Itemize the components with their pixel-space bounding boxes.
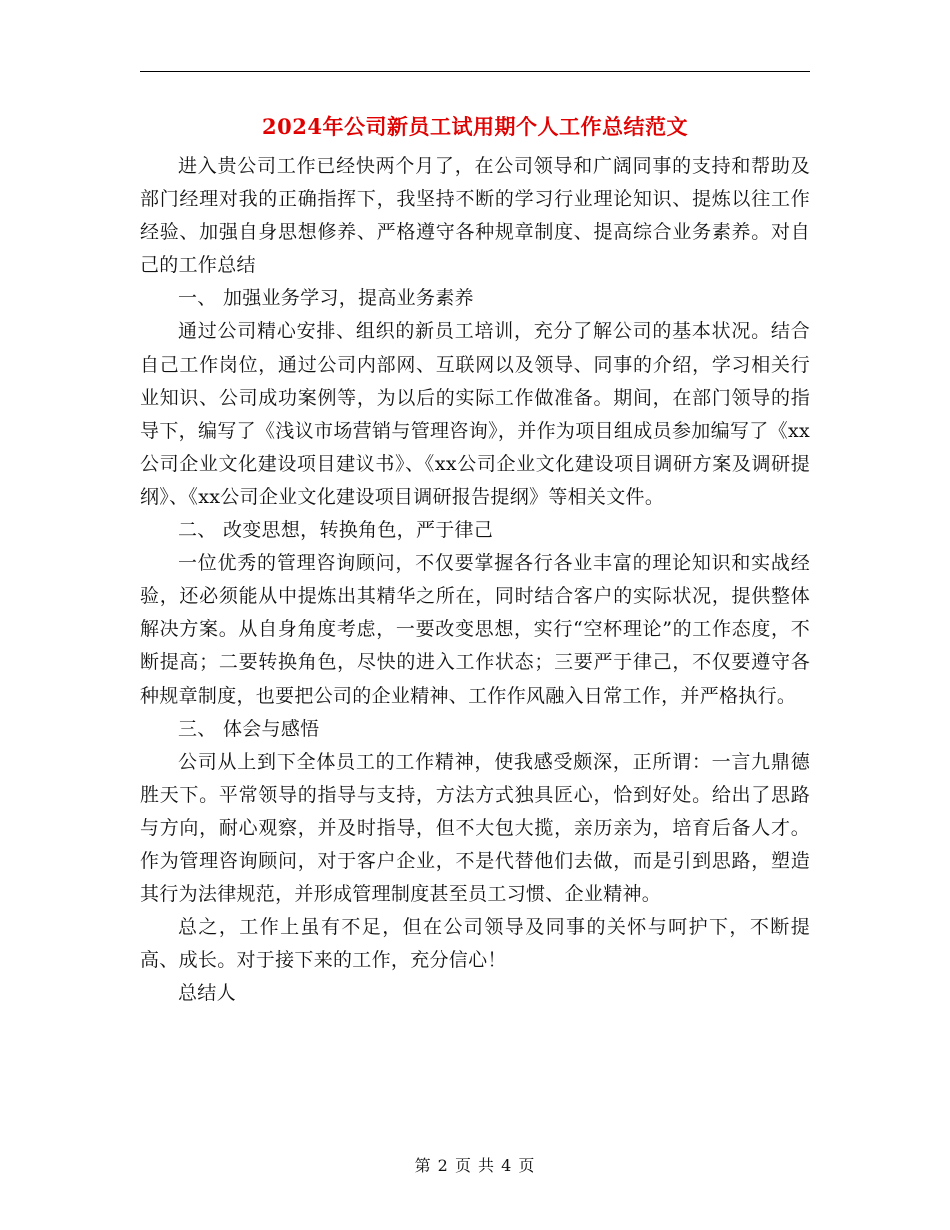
signature-label: 总结人 <box>178 982 236 1005</box>
paragraph-intro: 进入贵公司工作已经快两个月了，在公司领导和广阔同事的支持和帮助及部门经理对我的正确指挥下，我坚持不断的学习行业理论知识、提炼以往工作经验、加强自身思想修养、严格遵守各种规章制度、提高综合业务素养。对自己的工作总结 <box>140 155 810 277</box>
document-title: 2024年公司新员工试用期个人工作总结范文 <box>262 114 688 139</box>
paragraph-section-2: 一位优秀的管理咨询顾问，不仅要掌握各行各业丰富的理论知识和实战经验，还必须能从中提炼出其精华之所在，同时结合客户的实际状况，提供整体解决方案。从自身角度考虑，一要改变思想，实行“空杯理论”的工作态度，不断提高；二要转换角色，尽快的进入工作状态；三要严于律己，不仅要遵守各种规章制度，也要把公司的企业精神、工作作风融入日常工作，并严格执行。 <box>140 552 810 707</box>
header-rule <box>140 71 810 72</box>
paragraph-conclusion: 总之，工作上虽有不足，但在公司领导及同事的关怀与呵护下，不断提高、成长。对于接下来的工作，充分信心！ <box>140 916 810 972</box>
section-heading-2: 二、 改变思想，转换角色，严于律己 <box>178 519 494 542</box>
page-number-label: 第 2 页 共 4 页 <box>414 1156 536 1175</box>
document-body <box>140 150 810 1010</box>
page-footer <box>140 1154 810 1178</box>
section-heading-1: 一、 加强业务学习，提高业务素养 <box>178 287 474 310</box>
section-heading-3: 三、 体会与感悟 <box>178 717 320 740</box>
paragraph-section-1: 通过公司精心安排、组织的新员工培训，充分了解公司的基本状况。结合自己工作岗位，通过公司内部网、互联网以及领导、同事的介绍，学习相关行业知识、公司成功案例等，为以后的实际工作做准备。期间，在部门领导的指导下，编写了《浅议市场营销与管理咨询》，并作为项目组成员参加编写了《xx公司企业文化建设项目建议书》、《xx公司企业文化建设项目调研方案及调研提纲》、《xx公司企业文化建设项目调研报告提纲》等相关文件。 <box>140 320 810 508</box>
paragraph-section-3: 公司从上到下全体员工的工作精神，使我感受颇深，正所谓：一言九鼎德胜天下。平常领导的指导与支持，方法方式独具匠心，恰到好处。给出了思路与方向，耐心观察，并及时指导，但不大包大揽，亲历亲为，培育后备人才。作为管理咨询顾问，对于客户企业，不是代替他们去做，而是引到思路，塑造其行为法律规范，并形成管理制度甚至员工习惯、企业精神。 <box>140 750 810 906</box>
